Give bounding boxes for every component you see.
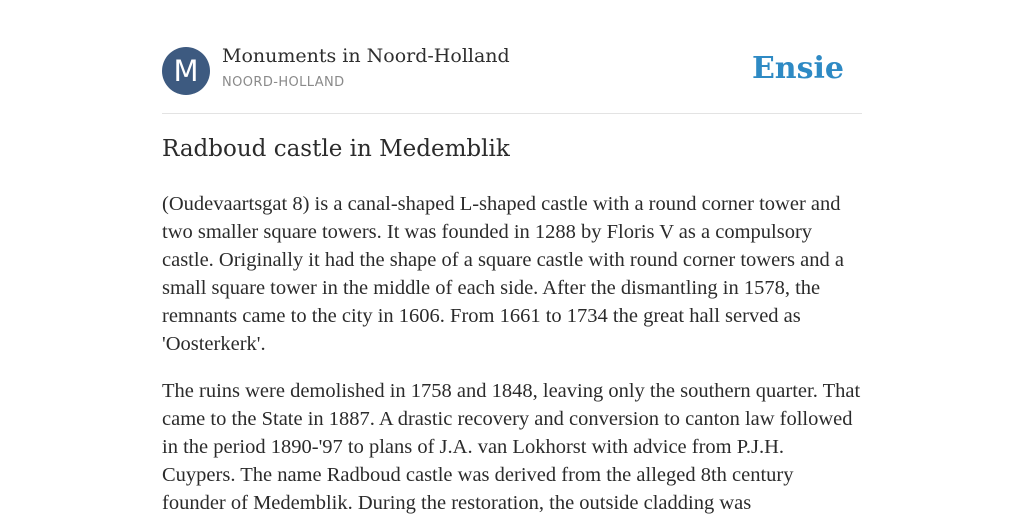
avatar[interactable]: M bbox=[162, 47, 210, 95]
paragraph: (Oudevaartsgat 8) is a canal-shaped L-shaped castle with a round corner tower and two smaller square towers. It was founded in 1288 by Floris V as a compulsory castle. Originally it had the shape of a square castle with round corner towers and a small square tower in the middle of each side. After the dismantling in 1578, the remnants came to the city in 1606. From 1661 to 1734 the great hall served as 'Oosterkerk'. bbox=[162, 193, 844, 355]
collection-title[interactable]: Monuments in Noord-Holland bbox=[222, 45, 510, 67]
brand-logo[interactable]: Ensie bbox=[751, 51, 844, 86]
header bbox=[162, 0, 862, 114]
article-page bbox=[162, 0, 862, 514]
collection-subtitle[interactable]: NOORD-HOLLAND bbox=[222, 75, 345, 90]
paragraph: The ruins were demolished in 1758 and 1848, leaving only the southern quarter. That came to the State in 1887. A drastic recovery and conversion to canton law followed in the period 1890-'97 to plans of J.A. van Lokhorst with advice from P.J.H. Cuypers. The name Radboud castle was derived from the alleged 8th century founder of Medemblik. During the restoration, the outside cladding was bbox=[162, 380, 861, 514]
page-title: Radboud castle in Medemblik bbox=[162, 136, 510, 162]
